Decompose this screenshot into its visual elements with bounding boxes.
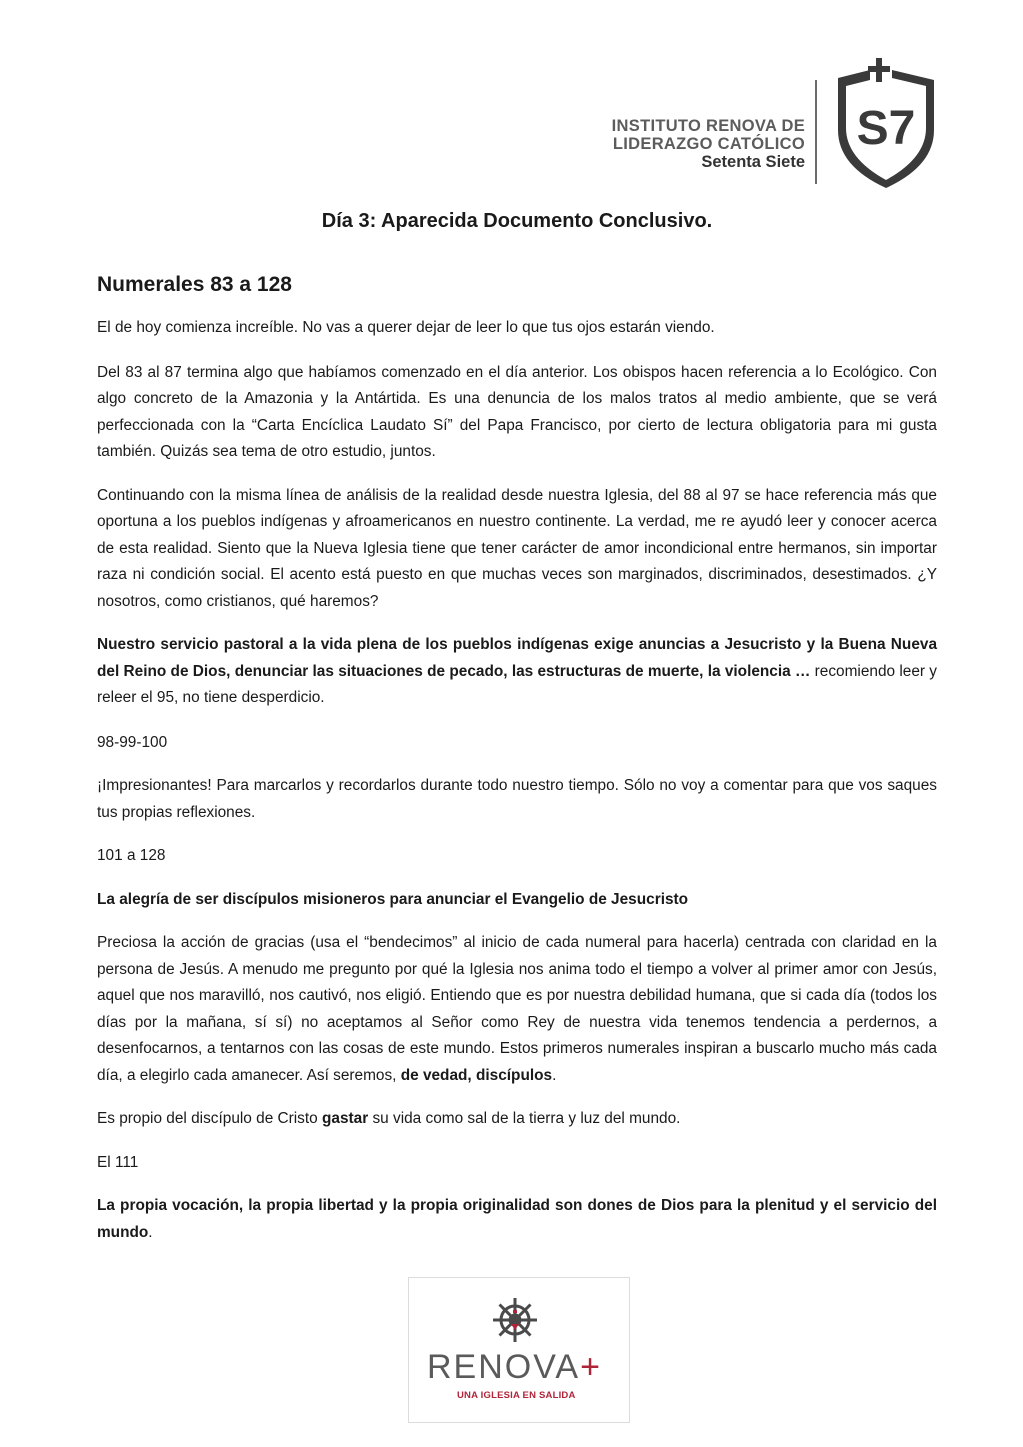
section-heading-alegria: La alegría de ser discípulos misioneros para anunciar el Evangelio de Jesucristo <box>97 890 689 908</box>
renova-logo <box>408 1277 630 1423</box>
institute-line-2: LIDERAZGO CATÓLICO <box>612 134 805 153</box>
paragraph-gastar <box>97 1106 937 1133</box>
paragraph-servicio-pastoral <box>97 632 937 712</box>
document-subtitle: Numerales 83 a 128 <box>97 273 292 296</box>
renova-brand: RENOVA <box>427 1348 581 1386</box>
quote-servicio-pastoral: Nuestro servicio pastoral a la vida plena de los pueblos indígenas exige anuncias a Jesucristo y la Buena Nueva del Reino de Dios, denunciar las situaciones de pecado, las estructuras de muerte, la violencia … <box>97 636 937 680</box>
paragraph-ecologico: Del 83 al 87 termina algo que habíamos comenzado en el día anterior. Los obispos hacen referencia a lo Ecológico. Con algo concreto de la Amazonia y la Antártida. Es una denuncia de los malos tratos al medio ambiente, que se verá perfeccionada con la “Carta Encíclica Laudato Sí” del Papa Francisco, por cierto de lectura obligatoria para mi gusta también. Quizás sea tema de otro estudio, juntos. <box>97 363 937 460</box>
emphasis-gastar: gastar <box>322 1110 369 1127</box>
document-body <box>97 210 937 1246</box>
renova-tagline: UNA IGLESIA EN SALIDA <box>457 1390 576 1401</box>
paragraph-gastar-end: su vida como sal de la tierra y luz del mundo. <box>368 1110 681 1127</box>
ship-wheel-icon <box>491 1296 539 1344</box>
paragraph-pueblos-indigenas: Continuando con la misma línea de análisis de la realidad desde nuestra Iglesia, del 88 al 97 se hace referencia más que oportuna a los pueblos indígenas y afroamericanos en nuestro continente. La verdad, me re ayudó leer y conocer acerca de esta realidad. Siento que la Nueva Iglesia tiene que tener carácter de amor incondicional entre hermanos, sin importar raza ni condición social. El acento está puesto en que muchas veces son marginados, discriminados, desestimados. ¿Y nosotros, como cristianos, qué haremos? <box>97 486 937 610</box>
paragraph-numeral-111: El 111 <box>97 1153 139 1171</box>
paragraph-numerales-101-128: 101 a 128 <box>97 847 166 864</box>
paragraph-gastar-start: Es propio del discípulo de Cristo <box>97 1110 322 1127</box>
institute-line-3: Setenta Siete <box>701 152 805 171</box>
paragraph-numerales-98-100: 98-99-100 <box>97 733 168 751</box>
paragraph-vocacion-end: . <box>148 1223 153 1241</box>
institute-logo <box>590 58 950 193</box>
paragraph-vocacion <box>97 1193 937 1246</box>
paragraph-intro: El de hoy comienza increíble. No vas a querer dejar de leer lo que tus ojos estarán viendo. <box>97 319 715 336</box>
paragraph-accion-gracias <box>97 930 937 1089</box>
emphasis-discipulos: de vedad, discípulos <box>400 1066 553 1084</box>
paragraph-accion-gracias-end: . <box>552 1066 557 1084</box>
renova-wordmark <box>427 1348 602 1387</box>
logo-divider <box>815 80 817 184</box>
institute-name <box>590 118 805 171</box>
s7-shield-icon <box>830 58 942 190</box>
paragraph-impresionantes: ¡Impresionantes! Para marcarlos y recordarlos durante todo nuestro tiempo. Sólo no voy a comentar para que vos saques tus propias reflexiones. <box>97 777 937 821</box>
renova-plus: + <box>580 1348 602 1386</box>
paragraph-servicio-pastoral-rest: recomiendo leer y releer el 95, no tiene desperdicio. <box>97 662 937 706</box>
document-title: Día 3: Aparecida Documento Conclusivo. <box>321 210 713 232</box>
institute-line-1: INSTITUTO RENOVA DE <box>611 117 805 135</box>
quote-vocacion: La propia vocación, la propia libertad y la propia originalidad son dones de Dios para la plenitud y el servicio del mundo <box>97 1197 937 1241</box>
paragraph-accion-gracias-text: Preciosa la acción de gracias (usa el “bendecimos” al inicio de cada numeral para hacerla) centrada con claridad en la persona de Jesús. A menudo me pregunto por qué la Iglesia nos anima todo el tiempo a volver al primer amor con Jesús, aquel que nos maravilló, nos cautivó, nos eligió. Entiendo que es por nuestra debilidad humana, que si cada día (todos los días por la mañana, sí sí) no aceptamos al Señor como Rey de nuestra vida tenemos tendencia a perdernos, a desenfocarnos, a tentarnos con las cosas de este mundo. Estos primeros numerales inspiran a buscarlo mucho más cada día, a elegirlo cada amanecer. Así seremos, <box>97 934 937 1084</box>
shield-text: S7 <box>856 102 916 155</box>
